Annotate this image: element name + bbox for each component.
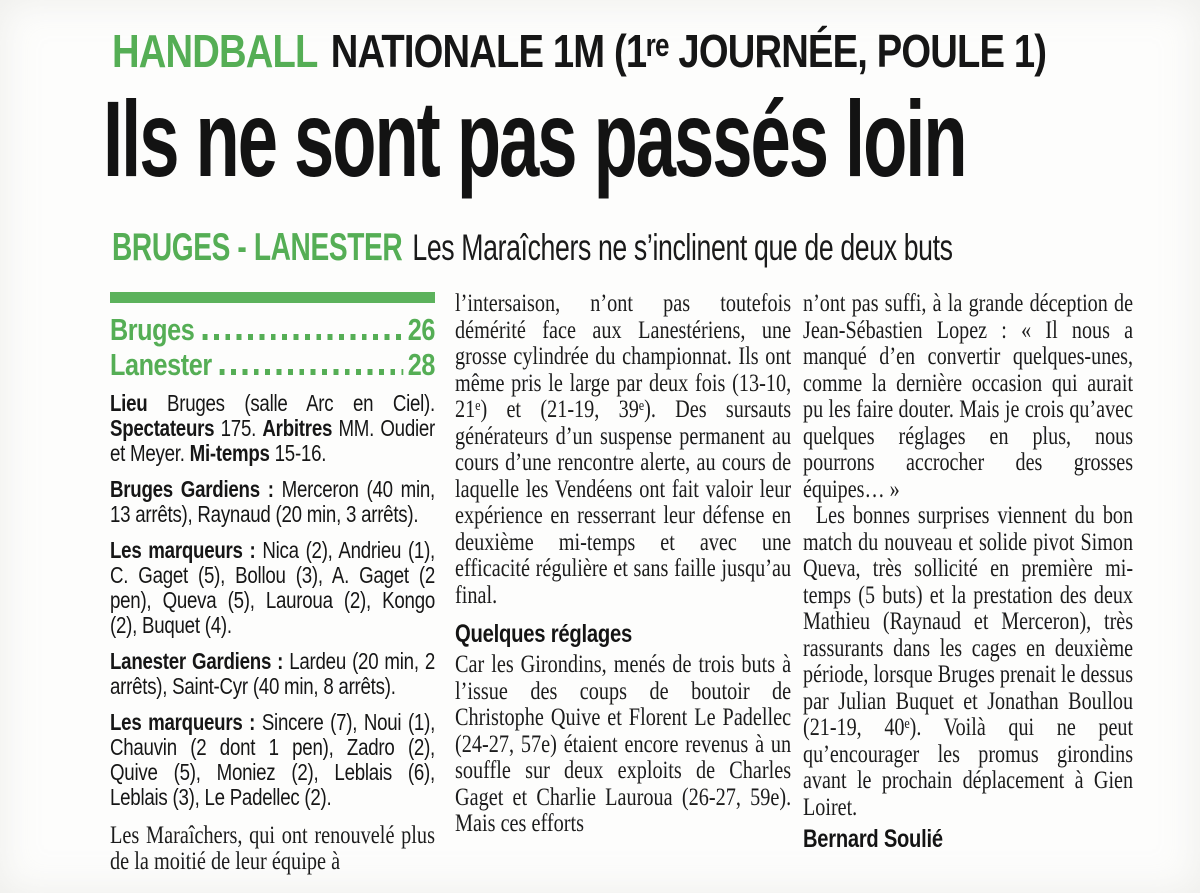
stat-text: Merceron (40 min, 13 arrêts), Raynaud (20 min, 3 arrêts). [110,476,435,527]
headline-text: Ils ne sont pas passés loin [103,78,966,199]
article-paragraph: Les bonnes surprises viennent du bon match du nouveau et solide pivot Simon Queva, très sollicité en première mi-temps (5 buts) et la prestation des deux Mathieu (Raynaud et Merceron), très rassurants dans les cages en deuxième période, lorsque Bruges prenait le dessus par Julian Buquet et Jonathan Boullou (21-19, 40ᵉ). Voilà qui ne peut qu’encourager les promus girondins avant le prochain déplacement à Gien Loiret. [803,502,1134,821]
team-name: Lanester [110,347,212,382]
stats-paragraph [110,477,435,527]
score-row [110,347,435,382]
dotted-leader [202,334,402,340]
stat-label: Les marqueurs : [110,709,256,735]
left-column [110,292,510,875]
stats-paragraph [110,649,435,699]
divider-bar [110,292,435,303]
match-info [110,391,435,466]
info-value: 15-16. [274,440,327,466]
stat-label: Les marqueurs : [110,537,256,563]
info-label: Spectateurs [110,415,215,441]
subhead-text: Les Maraîchers ne s’inclinent que de deux buts [412,227,953,268]
article-paragraph: l’intersaison, n’ont pas toutefois démérité face aux Lanestériens, une grosse cylindrée du championnat. Ils ont même pris le large par deux fois (13-10, 21ᵉ) et (21-19, 39ᵉ). Des sursauts générateurs d’un suspense permanent au cours d’une rencontre alerte, au cours de laquelle les Vendéens ont fait valoir leur expérience en resserrant leur défense en deuxième mi-temps et avec une efficacité régulière et sans faille jusqu’au final. [455,290,792,609]
kicker [112,24,1200,78]
kicker-sport: HANDBALL [112,25,318,77]
stats-paragraph [110,538,435,638]
subhead-match: BRUGES - LANESTER [112,226,403,269]
stats-paragraph [110,710,435,810]
article-paragraph: Car les Girondins, menés de trois buts à l’issue des coups de boutoir de Christophe Quive et Florent Le Padellec (24-27, 57e) étaient encore revenus à un souffle sur deux exploits de Charles Gaget et Charlie Lauroua (26-27, 59e). Mais ces efforts [455,651,792,837]
stat-text: Lardeu (20 min, 2 arrêts), Saint-Cyr (40 min, 8 arrêts). [110,648,435,699]
info-value: Bruges (salle Arc en Ciel). [167,390,435,416]
stat-text: Nica (2), Andrieu (1), C. Gaget (5), Bollou (3), A. Gaget (2 pen), Queva (5), Lauroua (2), Kongo (2), Buquet (4). [110,537,436,638]
byline: Bernard Soulié [803,825,943,853]
info-value: MM. Oudier et Meyer. [110,415,436,466]
score-row [110,312,435,347]
score-value: 28 [407,347,435,382]
subhead [112,226,1200,270]
kicker-competition: NATIONALE 1M (1ʳᵉ JOURNÉE, POULE 1) [330,25,1047,77]
dotted-leader [220,369,403,375]
score-value: 26 [407,312,435,347]
info-label: Mi-temps [189,440,270,466]
info-label: Lieu [110,390,148,416]
team-name: Bruges [110,312,195,347]
info-label: Arbitres [262,415,333,441]
right-column [803,291,1200,879]
stat-label: Lanester Gardiens : [110,648,284,674]
article-paragraph: n’ont pas suffi, à la grande déception de Jean-Sébastien Lopez : « Il nous a manqué d’en convertir quelques-unes, comme la dernière occasion qui aurait pu les faire douter. Mais je crois qu’avec quelques réglages en plus, nous pourrons accrocher des grosses équipes… » [803,290,1134,503]
info-value: 175. [220,415,257,441]
stat-text: Sincere (7), Noui (1), Chauvin (2 dont 1 pen), Zadro (2), Quive (5), Moniez (2), Leblais (6), Leblais (3), Le Padellec (2). [110,709,436,810]
crosshead: Quelques réglages [455,620,633,648]
scoreboard [110,312,435,382]
article-paragraph: Les Maraîchers, qui ont renouvelé plus de la moitié de leur équipe à [110,822,435,875]
headline [103,76,1200,201]
stat-label: Bruges Gardiens : [110,476,274,502]
